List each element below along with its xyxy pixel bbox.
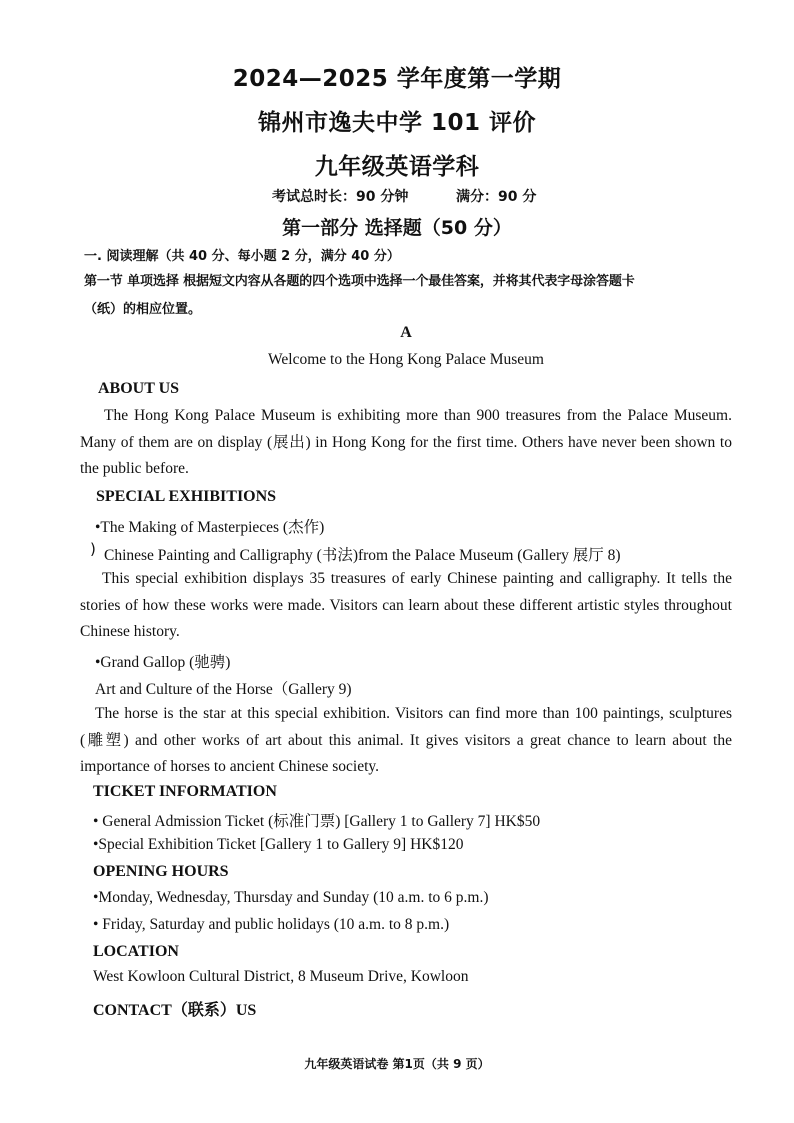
about-heading: ABOUT US — [98, 380, 180, 397]
about-paragraph: The Hong Kong Palace Museum is exhibiting more than 900 treasures from the Palace Museum. Many of them are on display (展出) in Hong Kong for the first time. Others have never been shown to the public before. — [80, 407, 732, 477]
school-title: 锦州市逸夫中学 101 评价 — [257, 110, 537, 136]
exhibition-2-subtitle: Art and Culture of the Horse（Gallery 9) — [95, 681, 352, 698]
special-exhibitions-heading: SPECIAL EXHIBITIONS — [96, 488, 277, 505]
opening-hours-weekdays: •Monday, Wednesday, Thursday and Sunday (10 a.m. to 6 p.m.) — [93, 889, 489, 906]
opening-hours-weekends: • Friday, Saturday and public holidays (10 a.m. to 8 p.m.) — [93, 916, 450, 933]
section-heading: 一. 阅读理解（共 40 分、每小题 2 分，满分 40 分） — [84, 249, 400, 264]
margin-mark: ) — [90, 540, 96, 558]
ticket-heading: TICKET INFORMATION — [93, 783, 277, 800]
full-score: 满分：90 分 — [456, 189, 537, 205]
exam-term-title: 2024—2025 学年度第一学期 — [232, 66, 562, 92]
faint-watermark-stamp — [716, 1050, 760, 1072]
passage-letter: A — [400, 324, 412, 341]
instruction-line-2: （纸）的相应位置。 — [84, 302, 202, 317]
exhibition-1-name: •The Making of Masterpieces (杰作) — [95, 519, 325, 536]
page-footer: 九年级英语试卷 第1页（共 9 页） — [304, 1057, 490, 1071]
instruction-line-1: 第一节 单项选择 根据短文内容从各题的四个选项中选择一个最佳答案，并将其代表字母涂答题卡 — [84, 274, 635, 289]
location-heading: LOCATION — [93, 943, 179, 960]
exhibition-1-paragraph: This special exhibition displays 35 treasures of early Chinese painting and calligraphy. It tells the stories of how these works were made. Visitors can learn about these different artistic styles throughout Chinese history. — [80, 570, 732, 640]
exhibition-1-subtitle: Chinese Painting and Calligraphy (书法)from the Palace Museum (Gallery 展厅 8) — [104, 547, 621, 564]
passage-title: Welcome to the Hong Kong Palace Museum — [268, 351, 544, 368]
opening-hours-heading: OPENING HOURS — [93, 863, 229, 880]
ticket-general: • General Admission Ticket (标准门票) [Gallery 1 to Gallery 7] HK$50 — [93, 813, 541, 830]
part-one-title: 第一部分 选择题（50 分） — [282, 217, 512, 239]
exhibition-2-name: •Grand Gallop (驰骋) — [95, 654, 231, 671]
ticket-special: •Special Exhibition Ticket [Gallery 1 to Gallery 9] HK$120 — [93, 836, 464, 853]
contact-heading: CONTACT（联系）US — [93, 1002, 257, 1019]
exhibition-2-paragraph: The horse is the star at this special exhibition. Visitors can find more than 100 paintings, sculptures (雕塑) and other works of art about this animal. It gives visitors a great chance to learn about the importance of horses to ancient Chinese society. — [80, 705, 732, 775]
time-limit: 考试总时长：90 分钟 — [272, 189, 409, 205]
subject-title: 九年级英语学科 — [314, 154, 480, 180]
location-address: West Kowloon Cultural District, 8 Museum Drive, Kowloon — [93, 968, 469, 985]
